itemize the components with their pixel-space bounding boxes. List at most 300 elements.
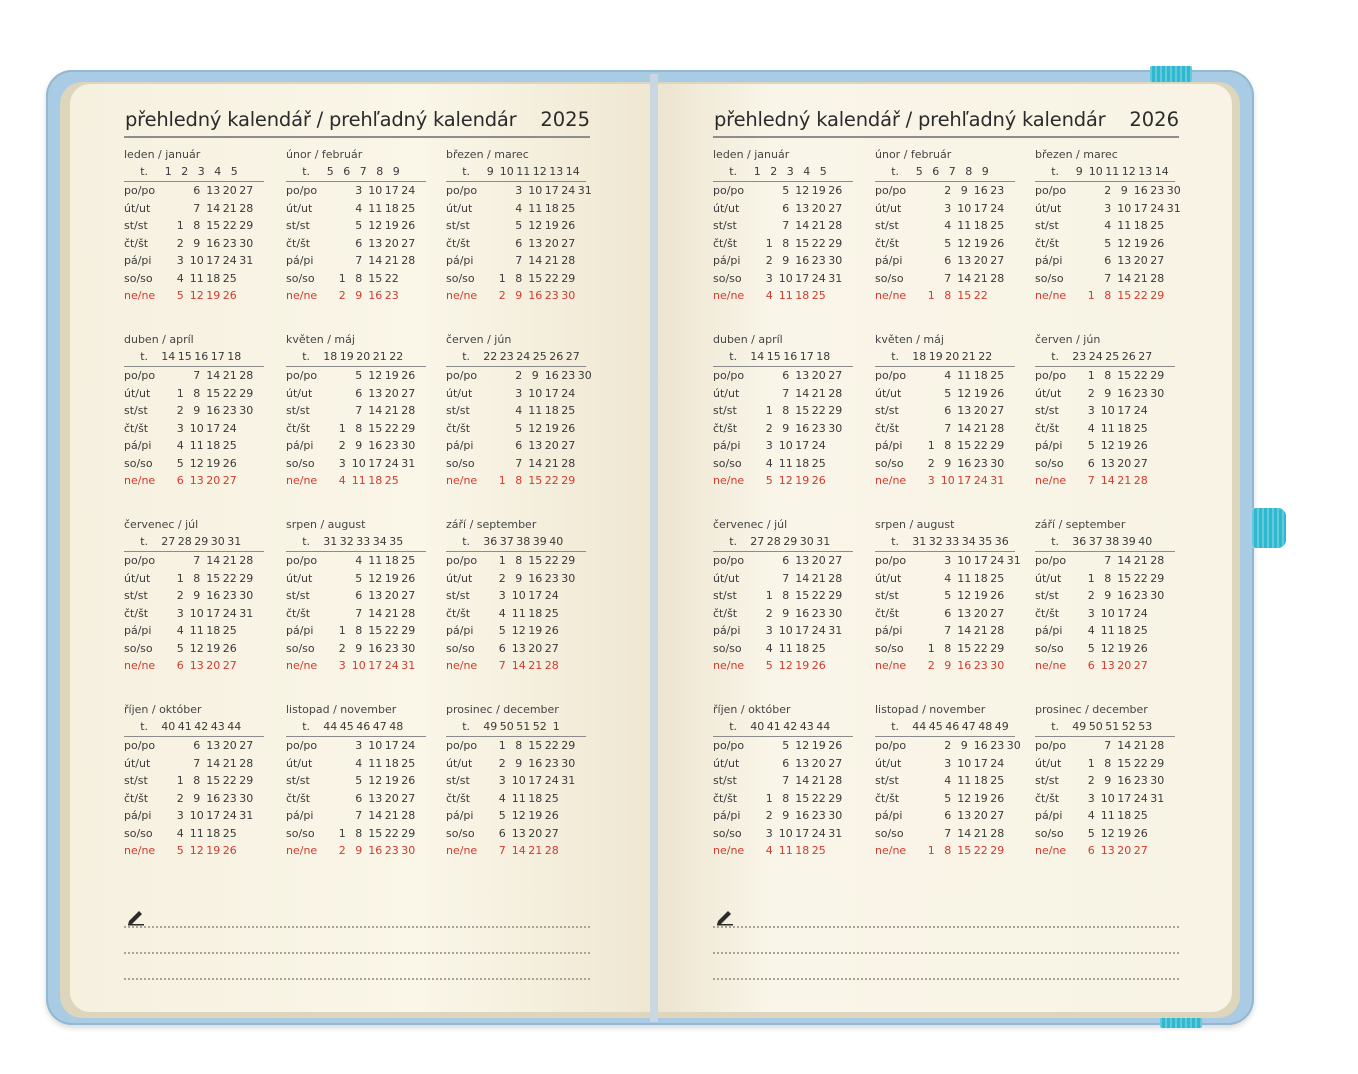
day-cell[interactable] [1149, 437, 1166, 455]
day-cell[interactable]: 24 [222, 809, 237, 822]
day-cell[interactable]: 4 [176, 826, 184, 840]
day-cell[interactable]: 9 [355, 844, 363, 857]
day-cell[interactable]: 20 [222, 739, 237, 752]
day-cell[interactable]: 5 [782, 739, 790, 752]
day-cell[interactable]: 14 [206, 201, 221, 215]
day-cell[interactable]: 20 [544, 439, 559, 452]
day-cell[interactable]: 12 [778, 659, 793, 672]
day-cell[interactable]: 8 [515, 474, 523, 487]
day-cell[interactable] [1006, 622, 1023, 640]
day-cell[interactable]: 20 [384, 386, 399, 400]
day-cell[interactable]: 17 [1117, 404, 1132, 417]
day-cell[interactable]: 22 [973, 289, 988, 302]
day-cell[interactable]: 3 [515, 386, 523, 400]
day-cell[interactable]: 18 [544, 201, 559, 215]
day-cell[interactable]: 27 [828, 756, 843, 770]
day-cell[interactable] [560, 825, 577, 843]
day-cell[interactable]: 12 [368, 774, 383, 787]
day-cell[interactable]: 27 [239, 739, 254, 752]
day-cell[interactable]: 5 [176, 641, 184, 655]
day-cell[interactable]: 18 [795, 844, 810, 857]
day-cell[interactable]: 20 [384, 791, 399, 805]
day-cell[interactable]: 5 [176, 456, 184, 470]
day-cell[interactable] [827, 287, 844, 305]
day-cell[interactable]: 2 [1087, 589, 1095, 602]
day-cell[interactable]: 29 [239, 774, 254, 787]
day-cell[interactable] [1149, 420, 1166, 438]
day-cell[interactable]: 15 [368, 271, 383, 285]
day-cell[interactable]: 9 [193, 791, 201, 805]
day-cell[interactable] [577, 287, 594, 305]
day-cell[interactable]: 27 [828, 201, 843, 215]
day-cell[interactable]: 21 [973, 624, 988, 637]
day-cell[interactable]: 22 [384, 271, 399, 285]
day-cell[interactable]: 10 [778, 439, 793, 452]
day-cell[interactable]: 25 [990, 571, 1005, 585]
day-cell[interactable]: 28 [990, 624, 1005, 637]
day-cell[interactable]: 7 [782, 774, 790, 787]
day-cell[interactable]: 26 [1133, 439, 1148, 452]
day-cell[interactable]: 26 [828, 184, 843, 197]
day-cell[interactable]: 16 [1117, 589, 1132, 602]
day-cell[interactable]: 20 [528, 641, 543, 655]
day-cell[interactable]: 13 [795, 756, 810, 770]
day-cell[interactable]: 30 [990, 659, 1005, 672]
day-cell[interactable]: 5 [1087, 439, 1095, 452]
day-cell[interactable] [1166, 235, 1183, 253]
day-cell[interactable]: 8 [355, 624, 363, 637]
day-cell[interactable]: 21 [384, 809, 399, 822]
day-cell[interactable]: 14 [206, 554, 221, 567]
day-cell[interactable] [560, 622, 577, 640]
day-cell[interactable]: 4 [765, 456, 773, 470]
day-cell[interactable]: 16 [795, 254, 810, 267]
day-cell[interactable]: 30 [990, 456, 1005, 470]
day-cell[interactable]: 7 [1087, 474, 1095, 487]
day-cell[interactable]: 20 [973, 404, 988, 417]
day-cell[interactable]: 17 [384, 739, 399, 752]
day-cell[interactable]: 22 [973, 439, 988, 452]
day-cell[interactable]: 14 [957, 826, 972, 840]
day-cell[interactable]: 1 [338, 826, 346, 840]
day-cell[interactable]: 7 [782, 386, 790, 400]
day-cell[interactable]: 6 [782, 201, 790, 215]
day-cell[interactable]: 10 [1117, 201, 1132, 215]
day-cell[interactable]: 18 [368, 474, 383, 487]
day-cell[interactable]: 30 [828, 254, 843, 267]
day-cell[interactable]: 26 [222, 844, 237, 857]
day-cell[interactable] [923, 200, 940, 218]
day-cell[interactable]: 16 [368, 439, 383, 452]
day-cell[interactable]: 10 [189, 254, 204, 267]
day-cell[interactable]: 23 [811, 809, 826, 822]
day-cell[interactable]: 3 [765, 624, 773, 637]
day-cell[interactable]: 20 [206, 474, 221, 487]
day-cell[interactable]: 8 [355, 271, 363, 285]
day-cell[interactable]: 6 [782, 369, 790, 382]
day-cell[interactable]: 2 [498, 289, 506, 302]
day-cell[interactable]: 16 [795, 606, 810, 620]
day-cell[interactable]: 28 [828, 774, 843, 787]
day-cell[interactable]: 25 [811, 844, 826, 857]
day-cell[interactable]: 30 [828, 421, 843, 435]
day-cell[interactable]: 12 [368, 369, 383, 382]
day-cell[interactable]: 10 [957, 756, 972, 770]
day-cell[interactable]: 12 [189, 844, 204, 857]
day-cell[interactable]: 14 [1117, 554, 1132, 567]
day-cell[interactable]: 20 [811, 554, 826, 567]
day-cell[interactable]: 24 [811, 271, 826, 285]
day-cell[interactable]: 11 [528, 404, 543, 417]
day-cell[interactable]: 24 [561, 386, 576, 400]
day-cell[interactable]: 12 [957, 791, 972, 805]
day-cell[interactable] [1149, 402, 1166, 420]
day-cell[interactable]: 14 [795, 386, 810, 400]
day-cell[interactable]: 16 [206, 791, 221, 805]
day-cell[interactable]: 19 [206, 844, 221, 857]
day-cell[interactable]: 1 [765, 404, 773, 417]
day-cell[interactable]: 21 [811, 219, 826, 232]
day-cell[interactable]: 19 [384, 219, 399, 232]
day-cell[interactable]: 26 [1133, 826, 1148, 840]
day-cell[interactable]: 10 [368, 184, 383, 197]
day-cell[interactable]: 15 [528, 739, 543, 752]
day-cell[interactable]: 19 [206, 456, 221, 470]
day-cell[interactable]: 2 [765, 254, 773, 267]
day-cell[interactable]: 17 [544, 386, 559, 400]
day-cell[interactable]: 2 [927, 659, 935, 672]
day-cell[interactable]: 25 [401, 554, 416, 567]
day-cell[interactable] [923, 217, 940, 235]
day-cell[interactable] [494, 402, 511, 420]
day-cell[interactable]: 8 [1104, 756, 1112, 770]
day-cell[interactable]: 5 [765, 474, 773, 487]
day-cell[interactable]: 10 [351, 456, 366, 470]
day-cell[interactable] [577, 235, 594, 253]
day-cell[interactable] [238, 657, 255, 675]
day-cell[interactable]: 20 [973, 606, 988, 620]
day-cell[interactable]: 21 [222, 554, 237, 567]
day-cell[interactable]: 20 [206, 659, 221, 672]
day-cell[interactable]: 17 [795, 624, 810, 637]
day-cell[interactable]: 4 [176, 624, 184, 637]
day-cell[interactable]: 19 [1133, 236, 1148, 250]
day-cell[interactable]: 19 [528, 624, 543, 637]
day-cell[interactable]: 22 [973, 641, 988, 655]
day-cell[interactable]: 8 [193, 386, 201, 400]
day-cell[interactable]: 22 [544, 271, 559, 285]
day-cell[interactable]: 8 [782, 404, 790, 417]
day-cell[interactable]: 31 [401, 456, 416, 470]
day-cell[interactable] [1083, 270, 1100, 288]
day-cell[interactable]: 26 [544, 624, 559, 637]
day-cell[interactable]: 29 [990, 844, 1005, 857]
day-cell[interactable]: 31 [239, 606, 254, 620]
day-cell[interactable]: 12 [368, 571, 383, 585]
day-cell[interactable]: 28 [239, 756, 254, 770]
day-cell[interactable]: 22 [544, 739, 559, 752]
day-cell[interactable]: 24 [990, 554, 1005, 567]
day-cell[interactable] [827, 657, 844, 675]
day-cell[interactable]: 17 [957, 474, 972, 487]
day-cell[interactable]: 7 [355, 809, 363, 822]
day-cell[interactable]: 2 [1087, 774, 1095, 787]
day-cell[interactable]: 17 [795, 271, 810, 285]
day-cell[interactable]: 29 [1150, 289, 1165, 302]
day-cell[interactable]: 17 [973, 756, 988, 770]
day-cell[interactable] [577, 270, 594, 288]
day-cell[interactable]: 11 [1100, 421, 1115, 435]
day-cell[interactable]: 9 [782, 606, 790, 620]
day-cell[interactable]: 16 [206, 236, 221, 250]
day-cell[interactable] [761, 217, 778, 235]
day-cell[interactable]: 22 [811, 589, 826, 602]
day-cell[interactable] [923, 252, 940, 270]
day-cell[interactable]: 16 [1117, 774, 1132, 787]
day-cell[interactable] [238, 640, 255, 658]
day-cell[interactable]: 15 [957, 844, 972, 857]
day-cell[interactable]: 18 [973, 369, 988, 382]
day-cell[interactable]: 30 [828, 606, 843, 620]
day-cell[interactable]: 21 [544, 456, 559, 470]
day-cell[interactable] [334, 367, 351, 385]
day-cell[interactable]: 9 [193, 404, 201, 417]
day-cell[interactable]: 11 [368, 756, 383, 770]
day-cell[interactable]: 18 [973, 571, 988, 585]
day-cell[interactable]: 7 [193, 369, 201, 382]
day-cell[interactable]: 9 [515, 756, 523, 770]
day-cell[interactable]: 23 [222, 791, 237, 805]
day-cell[interactable]: 8 [944, 641, 952, 655]
day-cell[interactable]: 27 [222, 474, 237, 487]
day-cell[interactable]: 28 [828, 386, 843, 400]
day-cell[interactable]: 19 [811, 739, 826, 752]
day-cell[interactable]: 17 [544, 184, 559, 197]
day-cell[interactable] [923, 367, 940, 385]
day-cell[interactable]: 2 [338, 641, 346, 655]
day-cell[interactable]: 19 [973, 236, 988, 250]
day-cell[interactable]: 19 [795, 659, 810, 672]
day-cell[interactable]: 28 [828, 219, 843, 232]
day-cell[interactable]: 15 [206, 571, 221, 585]
day-cell[interactable] [334, 402, 351, 420]
day-cell[interactable]: 3 [944, 554, 952, 567]
day-cell[interactable]: 25 [222, 439, 237, 452]
day-cell[interactable]: 5 [1087, 826, 1095, 840]
day-cell[interactable]: 19 [544, 421, 559, 435]
day-cell[interactable]: 2 [1104, 184, 1112, 197]
day-cell[interactable]: 5 [355, 571, 363, 585]
day-cell[interactable]: 11 [1117, 219, 1132, 232]
day-cell[interactable]: 26 [1150, 236, 1165, 250]
day-cell[interactable]: 12 [795, 184, 810, 197]
day-cell[interactable]: 30 [239, 589, 254, 602]
day-cell[interactable]: 25 [222, 826, 237, 840]
day-cell[interactable]: 9 [1104, 589, 1112, 602]
day-cell[interactable]: 23 [222, 404, 237, 417]
day-cell[interactable]: 1 [176, 774, 184, 787]
day-cell[interactable]: 3 [765, 826, 773, 840]
day-cell[interactable]: 16 [528, 756, 543, 770]
day-cell[interactable]: 28 [1150, 271, 1165, 285]
day-cell[interactable]: 11 [368, 201, 383, 215]
day-cell[interactable] [1083, 252, 1100, 270]
day-cell[interactable]: 9 [782, 809, 790, 822]
day-cell[interactable]: 15 [206, 774, 221, 787]
day-cell[interactable]: 25 [401, 756, 416, 770]
day-cell[interactable] [761, 755, 778, 773]
day-cell[interactable]: 29 [401, 826, 416, 840]
day-cell[interactable] [761, 200, 778, 218]
day-cell[interactable]: 24 [811, 439, 826, 452]
day-cell[interactable]: 11 [1100, 809, 1115, 822]
day-cell[interactable]: 16 [1117, 386, 1132, 400]
note-line[interactable] [124, 978, 590, 980]
day-cell[interactable]: 23 [1133, 386, 1148, 400]
day-cell[interactable]: 30 [1166, 184, 1181, 197]
day-cell[interactable]: 13 [368, 236, 383, 250]
day-cell[interactable]: 28 [401, 404, 416, 417]
day-cell[interactable]: 10 [1100, 606, 1115, 620]
day-cell[interactable]: 4 [515, 201, 523, 215]
day-cell[interactable]: 7 [515, 254, 523, 267]
day-cell[interactable]: 3 [176, 606, 184, 620]
day-cell[interactable]: 21 [811, 386, 826, 400]
day-cell[interactable]: 17 [384, 184, 399, 197]
day-cell[interactable] [1083, 737, 1100, 755]
day-cell[interactable]: 29 [1150, 369, 1165, 382]
day-cell[interactable]: 26 [401, 369, 416, 382]
day-cell[interactable]: 16 [544, 369, 559, 382]
day-cell[interactable]: 2 [176, 404, 184, 417]
day-cell[interactable]: 12 [957, 236, 972, 250]
day-cell[interactable]: 18 [1117, 624, 1132, 637]
day-cell[interactable]: 2 [765, 606, 773, 620]
day-cell[interactable]: 4 [498, 606, 506, 620]
day-cell[interactable] [400, 472, 417, 490]
day-cell[interactable]: 13 [1100, 659, 1115, 672]
day-cell[interactable]: 3 [355, 184, 363, 197]
day-cell[interactable]: 14 [528, 456, 543, 470]
day-cell[interactable]: 19 [795, 474, 810, 487]
day-cell[interactable]: 5 [944, 589, 952, 602]
day-cell[interactable]: 21 [384, 606, 399, 620]
day-cell[interactable] [1149, 472, 1166, 490]
day-cell[interactable]: 26 [222, 289, 237, 302]
day-cell[interactable]: 4 [765, 844, 773, 857]
day-cell[interactable]: 14 [511, 659, 526, 672]
day-cell[interactable] [494, 200, 511, 218]
day-cell[interactable]: 2 [1087, 386, 1095, 400]
day-cell[interactable]: 24 [384, 659, 399, 672]
day-cell[interactable]: 15 [795, 589, 810, 602]
day-cell[interactable]: 27 [1150, 254, 1165, 267]
day-cell[interactable] [494, 367, 511, 385]
day-cell[interactable]: 29 [828, 236, 843, 250]
day-cell[interactable]: 8 [782, 236, 790, 250]
day-cell[interactable]: 24 [401, 739, 416, 752]
day-cell[interactable] [761, 385, 778, 403]
day-cell[interactable] [560, 640, 577, 658]
day-cell[interactable]: 13 [511, 641, 526, 655]
day-cell[interactable]: 16 [973, 739, 988, 752]
day-cell[interactable]: 28 [544, 844, 559, 857]
day-cell[interactable]: 8 [782, 589, 790, 602]
day-cell[interactable]: 21 [528, 844, 543, 857]
day-cell[interactable]: 10 [957, 554, 972, 567]
day-cell[interactable]: 1 [338, 421, 346, 435]
day-cell[interactable]: 16 [368, 844, 383, 857]
day-cell[interactable] [400, 287, 417, 305]
day-cell[interactable]: 30 [401, 439, 416, 452]
day-cell[interactable]: 14 [795, 774, 810, 787]
day-cell[interactable]: 14 [206, 756, 221, 770]
day-cell[interactable]: 28 [544, 659, 559, 672]
day-cell[interactable]: 18 [206, 624, 221, 637]
day-cell[interactable]: 10 [528, 184, 543, 197]
day-cell[interactable] [172, 737, 189, 755]
day-cell[interactable] [923, 182, 940, 200]
day-cell[interactable] [923, 772, 940, 790]
day-cell[interactable]: 7 [193, 756, 201, 770]
day-cell[interactable] [1083, 182, 1100, 200]
day-cell[interactable]: 18 [528, 791, 543, 805]
day-cell[interactable]: 16 [368, 289, 383, 302]
day-cell[interactable] [334, 252, 351, 270]
day-cell[interactable] [1006, 842, 1023, 860]
day-cell[interactable]: 14 [528, 254, 543, 267]
day-cell[interactable]: 6 [1087, 844, 1095, 857]
day-cell[interactable]: 29 [239, 571, 254, 585]
day-cell[interactable]: 5 [176, 289, 184, 302]
day-cell[interactable] [923, 605, 940, 623]
day-cell[interactable]: 9 [1104, 386, 1112, 400]
day-cell[interactable]: 19 [1117, 439, 1132, 452]
day-cell[interactable]: 23 [384, 439, 399, 452]
day-cell[interactable]: 21 [384, 404, 399, 417]
day-cell[interactable]: 28 [1150, 739, 1165, 752]
day-cell[interactable]: 1 [1087, 369, 1095, 382]
day-cell[interactable]: 4 [355, 756, 363, 770]
day-cell[interactable]: 24 [544, 589, 559, 602]
day-cell[interactable]: 15 [206, 219, 221, 232]
day-cell[interactable] [827, 842, 844, 860]
day-cell[interactable]: 24 [222, 606, 237, 620]
day-cell[interactable]: 5 [355, 774, 363, 787]
day-cell[interactable]: 3 [176, 254, 184, 267]
day-cell[interactable]: 6 [498, 826, 506, 840]
day-cell[interactable]: 14 [795, 571, 810, 585]
day-cell[interactable] [761, 552, 778, 570]
day-cell[interactable]: 21 [544, 254, 559, 267]
day-cell[interactable]: 7 [782, 571, 790, 585]
day-cell[interactable]: 1 [176, 571, 184, 585]
day-cell[interactable]: 9 [782, 421, 790, 435]
day-cell[interactable]: 6 [355, 589, 363, 602]
day-cell[interactable]: 30 [561, 571, 576, 585]
day-cell[interactable]: 12 [189, 289, 204, 302]
day-cell[interactable]: 15 [1117, 369, 1132, 382]
day-cell[interactable]: 27 [561, 236, 576, 250]
day-cell[interactable]: 10 [1100, 404, 1115, 417]
day-cell[interactable]: 16 [368, 641, 383, 655]
day-cell[interactable]: 3 [355, 739, 363, 752]
day-cell[interactable] [334, 605, 351, 623]
day-cell[interactable]: 29 [401, 624, 416, 637]
day-cell[interactable]: 12 [1100, 439, 1115, 452]
day-cell[interactable] [827, 640, 844, 658]
day-cell[interactable]: 11 [957, 774, 972, 787]
